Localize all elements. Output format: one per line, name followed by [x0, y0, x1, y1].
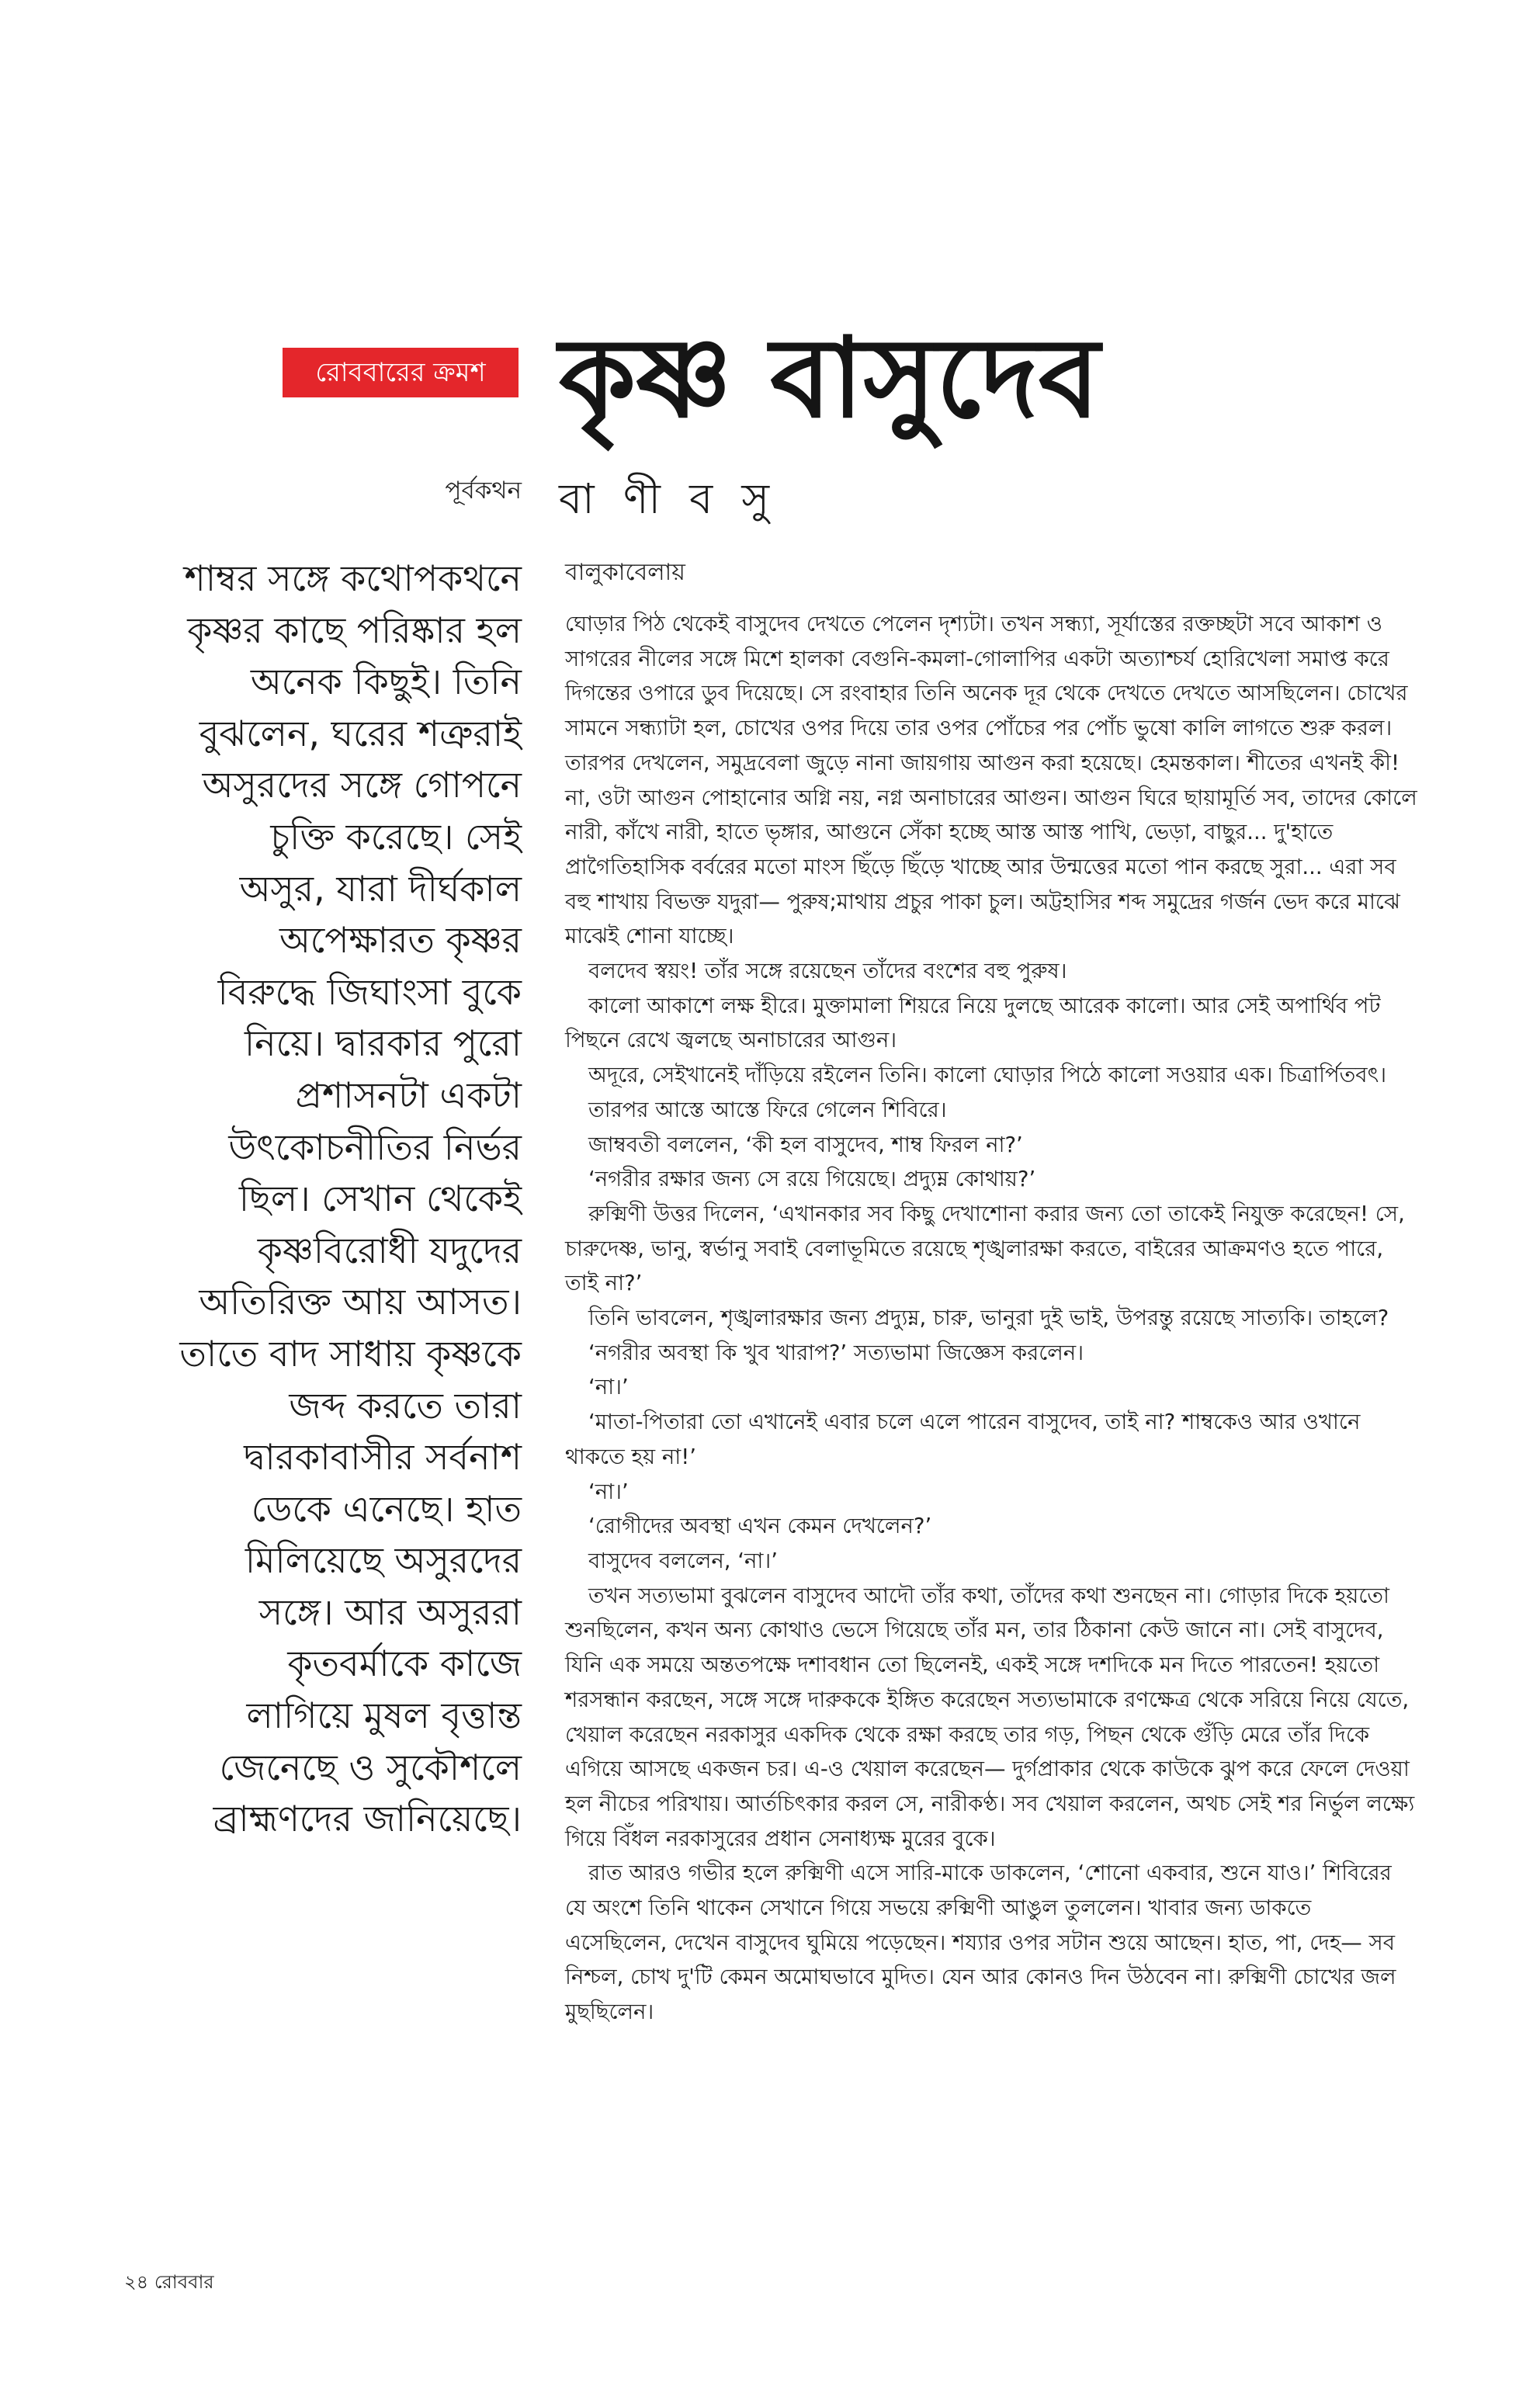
recap-line: অপেক্ষারত কৃষ্ণর	[279, 919, 522, 962]
story-paragraph: রাত আরও গভীর হলে রুক্মিণী এসে সারি-মাকে ডাকলেন, ‘শোনো একবার, শুনে যাও।’ শিবিরের যে অংশে তিনি থাকেন সেখানে গিয়ে সভয়ে রুক্মিণী আঙুল তুললেন। খাবার জন্য ডাকতে এসেছিলেন, দেখেন বাসুদেব ঘুমিয়ে পড়েছেন। শয্যার ওপর সটান শুয়ে আছেন। হাত, পা, দেহ— সব নিশ্চল, চোখ দু'টি কেমন অমোঘভাবে মুদিত। যেন আর কোনও দিন উঠবেন না। রুক্মিণী চোখের জল মুছছিলেন।	[565, 1861, 1396, 2025]
recap-line: সঙ্গে। আর অসুররা	[258, 1590, 522, 1633]
recap-line: লাগিয়ে মুষল বৃত্তান্ত	[246, 1694, 522, 1737]
recap-line: বিরুদ্ধে জিঘাংসা বুকে	[217, 970, 522, 1013]
serial-badge: রোববারের ক্রমশ	[283, 348, 519, 397]
story-paragraph: তখন সত্যভামা বুঝলেন বাসুদেব আদৌ তাঁর কথা, তাঁদের কথা শুনছেন না। গোড়ার দিকে হয়তো শুনছিলেন, কখন অন্য কোথাও ভেসে গিয়েছে তাঁর মন, তার ঠিকানা কেউ জানে না। সেই বাসুদেব, যিনি এক সময়ে অন্ততপক্ষে দশাবধান তো ছিলেনই, একই সঙ্গে দশদিকে মন দিতে পারতেন! হয়তো শরসন্ধান করছেন, সঙ্গে সঙ্গে দারুককে ইঙ্গিত করেছেন সত্যভামাকে রণক্ষেত্র থেকে সরিয়ে নিয়ে যেতে, খেয়াল করেছেন নরকাসুর একদিক থেকে রক্ষা করছে তার গড়, পিছন থেকে গুঁড়ি মেরে তাঁর দিকে এগিয়ে আসছে একজন চর। এ-ও খেয়াল করেছেন— দুর্গপ্রাকার থেকে কাউকে ঝুপ করে ফেলে দেওয়া হল নীচের পরিখায়। আর্তচিৎকার করল সে, নারীকণ্ঠ। সব খেয়াল করলেন, অথচ সেই শর নির্ভুল লক্ষ্যে গিয়ে বিঁধল নরকাসুরের প্রধান সেনাধ্যক্ষ মুরের বুকে।	[565, 1583, 1415, 1851]
story-paragraph: ‘না।’	[588, 1479, 629, 1504]
recap-line: অনেক কিছুই। তিনি	[250, 661, 522, 703]
recap-line: নিয়ে। দ্বারকার পুরো	[244, 1022, 522, 1065]
story-paragraph: কালো আকাশে লক্ষ হীরে। মুক্তামালা শিয়রে নিয়ে দুলছে আরেক কালো। আর সেই অপার্থিব পট পিছনে রেখে জ্বলছে অনাচারের আগুন।	[565, 993, 1381, 1053]
recap-line: ব্রাহ্মণদের জানিয়েছে।	[213, 1798, 522, 1840]
author-name: বা ণী ব সু	[559, 474, 778, 523]
recap-line: ডেকে এনেছে। হাত	[251, 1487, 522, 1530]
story-paragraph: বাসুদেব বললেন, ‘না।’	[588, 1548, 778, 1573]
recap-line: উৎকোচনীতির নির্ভর	[228, 1125, 522, 1168]
recap-line: অসুরদের সঙ্গে গোপনে	[202, 764, 522, 806]
recap-line: জেনেছে ও সুকৌশলে	[219, 1746, 522, 1788]
recap-column	[115, 553, 522, 1845]
magazine-name: রোববার	[154, 2271, 214, 2293]
story-title: কৃষ্ণ বাসুদেব	[559, 314, 1100, 442]
story-paragraph: ‘নগরীর অবস্থা কি খুব খারাপ?’ সত্যভামা জিজ্ঞেস করলেন।	[588, 1340, 1084, 1365]
recap-line: তাতে বাদ সাধায় কৃষ্ণকে	[179, 1332, 522, 1375]
story-paragraph: রুক্মিণী উত্তর দিলেন, ‘এখানকার সব কিছু দেখাশোনা করার জন্য তো তাকেই নিযুক্ত করেছেন! সে, চারুদেষ্ণ, ভানু, স্বর্ভানু সবাই বেলাভূমিতে রয়েছে শৃঙ্খলারক্ষা করতে, বাইরের আক্রমণও হতে পারে, তাই না?’	[565, 1201, 1405, 1296]
recap-line: কৃষ্ণবিরোধী যদুদের	[257, 1229, 522, 1271]
story-body	[565, 607, 1417, 2030]
section-heading: বালুকাবেলায়	[565, 559, 685, 586]
recap-line: বুঝলেন, ঘরের শত্রুরাই	[199, 712, 522, 754]
recap-line: প্রশাসনটা একটা	[295, 1073, 522, 1116]
recap-line: দ্বারকাবাসীর সর্বনাশ	[244, 1436, 522, 1479]
recap-line: কৃতবর্মাকে কাজে	[287, 1642, 522, 1685]
page-footer	[124, 2268, 435, 2296]
recap-line: অতিরিক্ত আয় আসত।	[199, 1281, 522, 1323]
story-paragraph: বলদেব স্বয়ং! তাঁর সঙ্গে রয়েছেন তাঁদের বংশের বহু পুরুষ।	[588, 959, 1067, 984]
story-paragraph: ‘না।’	[588, 1375, 629, 1400]
recap-line: ছিল। সেখান থেকেই	[238, 1177, 522, 1220]
recap-line: মিলিয়েছে অসুরদের	[245, 1539, 522, 1582]
recap-line: কৃষ্ণর কাছে পরিষ্কার হল	[187, 609, 522, 651]
recap-line: অসুর, যারা দীর্ঘকাল	[239, 867, 522, 910]
story-paragraph: তারপর আস্তে আস্তে ফিরে গেলেন শিবিরে।	[588, 1097, 947, 1122]
story-paragraph: তিনি ভাবলেন, শৃঙ্খলারক্ষার জন্য প্রদ্যুম্ন, চারু, ভানুরা দুই ভাই, উপরন্তু রয়েছে সাত্যকি। তাহলে?	[588, 1306, 1389, 1331]
story-paragraph: ‘নগরীর রক্ষার জন্য সে রয়ে গিয়েছে। প্রদ্যুম্ন কোথায়?’	[588, 1167, 1036, 1192]
story-paragraph: ঘোড়ার পিঠ থেকেই বাসুদেব দেখতে পেলেন দৃশ্যটা। তখন সন্ধ্যা, সূর্যাস্তের রক্তচ্ছটা সবে আকাশ ও সাগরের নীলের সঙ্গে মিশে হালকা বেগুনি-কমলা-গোলাপির একটা অত্যাশ্চর্য হোরিখেলা সমাপ্ত করে দিগন্তের ওপারে ডুব দিয়েছে। সে রংবাহার তিনি অনেক দূর থেকে দেখতে দেখতে আসছিলেন। চোখের সামনে সন্ধ্যাটা হল, চোখের ওপর দিয়ে তার ওপর পোঁচের পর পোঁচ ভুষো কালি লাগতে শুরু করল। তারপর দেখলেন, সমুদ্রবেলা জুড়ে নানা জায়গায় আগুন করা হয়েছে। হেমন্তকাল। শীতের এখনই কী! না, ওটা আগুন পোহানোর অগ্নি নয়, নগ্ন অনাচারের আগুন। আগুন ঘিরে ছায়ামূর্তি সব, তাদের কোলে নারী, কাঁখে নারী, হাতে ভৃঙ্গার, আগুনে সেঁকা হচ্ছে আস্ত আস্ত পাখি, ভেড়া, বাছুর... দু'হাতে প্রাগৈতিহাসিক বর্বরের মতো মাংস ছিঁড়ে ছিঁড়ে খাচ্ছে আর উন্মত্তের মতো পান করছে সুরা... এরা সব বহু শাখায় বিভক্ত যদুরা— পুরুষ;মাথায় প্রচুর পাকা চুল। অট্টহাসির শব্দ সমুদ্রের গর্জন ভেদ করে মাঝে মাঝেই শোনা যাচ্ছে।	[565, 612, 1417, 949]
page-number: ২৪	[124, 2271, 149, 2293]
recap-line: জব্দ করতে তারা	[289, 1384, 522, 1427]
story-paragraph: অদূরে, সেইখানেই দাঁড়িয়ে রইলেন তিনি। কালো ঘোড়ার পিঠে কালো সওয়ার এক। চিত্রার্পিতবৎ।	[588, 1063, 1387, 1088]
recap-label: পূর্বকথন	[445, 477, 522, 505]
recap-line: চুক্তি করেছে। সেই	[270, 815, 522, 858]
story-paragraph: ‘মাতা-পিতারা তো এখানেই এবার চলে এলে পারেন বাসুদেব, তাই না? শাম্বকেও আর ওখানে থাকতে হয় না!’	[565, 1410, 1361, 1469]
story-paragraph: জাম্ববতী বললেন, ‘কী হল বাসুদেব, শাম্ব ফিরল না?’	[588, 1132, 1023, 1157]
story-paragraph: ‘রোগীদের অবস্থা এখন কেমন দেখলেন?’	[588, 1514, 932, 1539]
recap-line: শাম্বর সঙ্গে কথোপকথনে	[184, 557, 522, 599]
